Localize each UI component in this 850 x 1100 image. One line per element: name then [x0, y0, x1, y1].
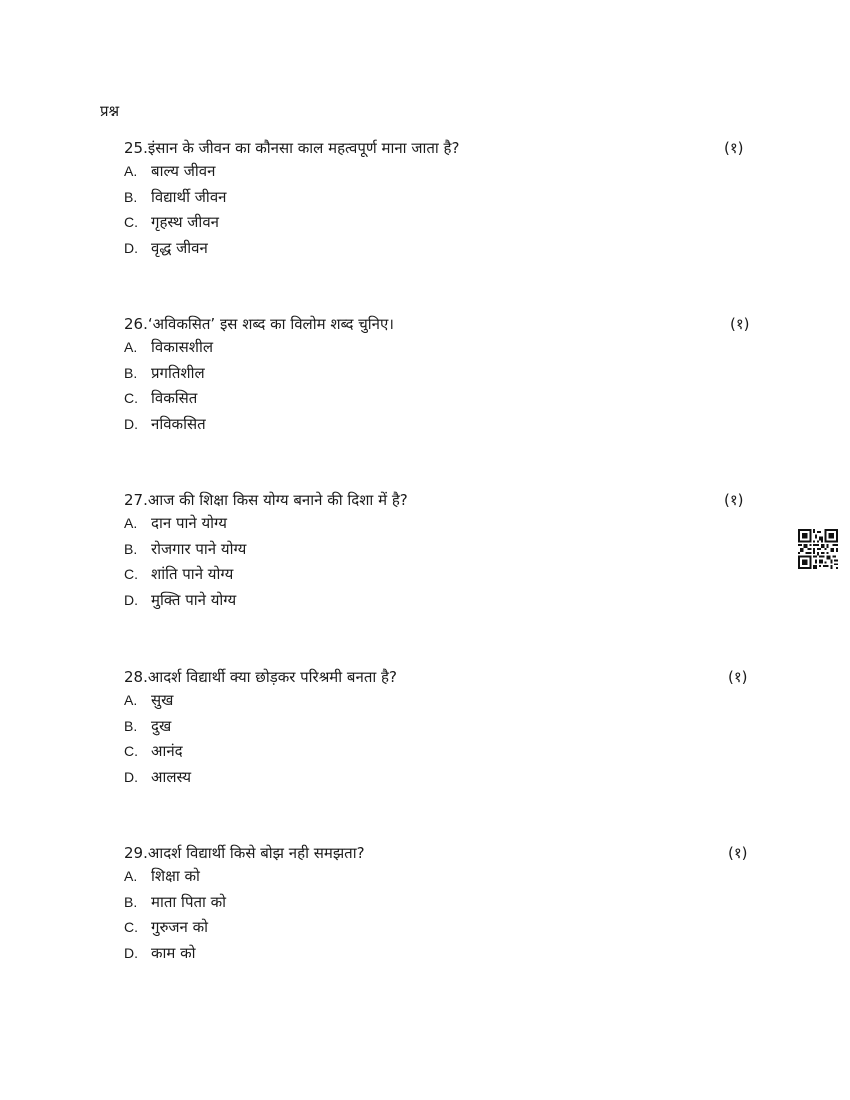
option-letter: B. — [124, 364, 138, 381]
option-letter: D. — [124, 945, 138, 962]
question-27 — [124, 489, 764, 614]
option-letter: A. — [124, 339, 138, 355]
option-text: वृद्ध जीवन — [151, 239, 208, 258]
question-number: 28. — [124, 668, 148, 686]
option-letter: B. — [124, 893, 138, 910]
option-c — [124, 739, 764, 765]
question-text: आदर्श विद्यार्थी क्या छोड़कर परिश्रमी बनता है? — [147, 668, 397, 686]
option-letter: B. — [124, 188, 138, 205]
question-line — [124, 137, 764, 159]
option-text: प्रगतिशील — [151, 363, 205, 382]
option-a — [124, 511, 764, 537]
option-c — [124, 210, 764, 236]
option-text: विद्यार्थी जीवन — [151, 187, 227, 206]
option-a — [124, 335, 764, 361]
option-text: सुख — [151, 691, 174, 709]
option-d — [124, 412, 764, 438]
option-text: विकसित — [151, 389, 198, 408]
option-text: काम को — [151, 944, 196, 963]
question-26 — [124, 313, 764, 438]
option-b — [124, 185, 764, 211]
option-letter: C. — [124, 214, 138, 231]
option-text: रोजगार पाने योग्य — [151, 539, 247, 558]
option-d — [124, 941, 764, 967]
question-29 — [124, 842, 764, 967]
option-letter: D. — [124, 240, 138, 257]
option-text: गुरुजन को — [151, 918, 209, 937]
option-letter: A. — [124, 163, 138, 179]
option-letter: C. — [124, 390, 138, 407]
option-letter: C. — [124, 566, 138, 583]
option-text: दुख — [151, 716, 172, 735]
option-letter: A. — [124, 515, 138, 531]
option-c — [124, 386, 764, 412]
option-letter: A. — [124, 868, 138, 884]
question-text: इंसान के जीवन का कौनसा काल महत्वपूर्ण माना जाता है? — [147, 139, 460, 157]
question-marks: (१) — [724, 491, 744, 509]
question-text: आज की शिक्षा किस योग्य बनाने की दिशा में है? — [147, 491, 408, 509]
option-c — [124, 915, 764, 941]
option-text: मुक्ति पाने योग्य — [151, 591, 237, 610]
option-text: नविकसित — [151, 415, 206, 434]
option-c — [124, 562, 764, 588]
option-letter: D. — [124, 592, 138, 609]
option-text: शांति पाने योग्य — [151, 565, 234, 584]
option-letter: B. — [124, 540, 138, 557]
question-28 — [124, 666, 764, 791]
option-letter: D. — [124, 416, 138, 433]
option-letter: C. — [124, 919, 138, 936]
option-letter: A. — [124, 692, 138, 708]
question-number: 29. — [124, 844, 148, 862]
option-text: आनंद — [151, 742, 183, 761]
option-letter: B. — [124, 717, 138, 734]
option-text: आलस्य — [151, 768, 192, 787]
question-marks: (१) — [728, 668, 748, 686]
option-letter: D. — [124, 769, 138, 786]
option-a — [124, 688, 764, 714]
question-number: 27. — [124, 491, 148, 509]
option-d — [124, 588, 764, 614]
option-a — [124, 864, 764, 890]
qr-code-icon — [798, 529, 838, 569]
option-d — [124, 236, 764, 262]
question-marks: (१) — [730, 315, 750, 333]
option-a — [124, 159, 764, 185]
option-letter: C. — [124, 743, 138, 760]
option-text: माता पिता को — [151, 892, 227, 911]
question-number: 26. — [124, 315, 148, 333]
question-line — [124, 489, 764, 511]
option-d — [124, 765, 764, 791]
section-heading: प्रश्न — [100, 102, 120, 120]
question-marks: (१) — [728, 844, 748, 862]
option-text: बाल्य जीवन — [151, 162, 216, 180]
option-b — [124, 537, 764, 563]
question-line — [124, 313, 764, 335]
option-b — [124, 361, 764, 387]
question-marks: (१) — [724, 139, 744, 157]
option-text: गृहस्थ जीवन — [151, 213, 219, 232]
question-text: आदर्श विद्यार्थी किसे बोझ नही समझता? — [147, 844, 365, 862]
question-25 — [124, 137, 764, 262]
question-text: ‘अविकसित’ इस शब्द का विलोम शब्द चुनिए। — [147, 315, 394, 333]
question-line — [124, 842, 764, 864]
question-line — [124, 666, 764, 688]
option-b — [124, 890, 764, 916]
option-b — [124, 714, 764, 740]
option-text: दान पाने योग्य — [151, 514, 227, 532]
option-text: विकासशील — [151, 338, 214, 356]
question-number: 25. — [124, 139, 148, 157]
option-text: शिक्षा को — [151, 867, 200, 885]
